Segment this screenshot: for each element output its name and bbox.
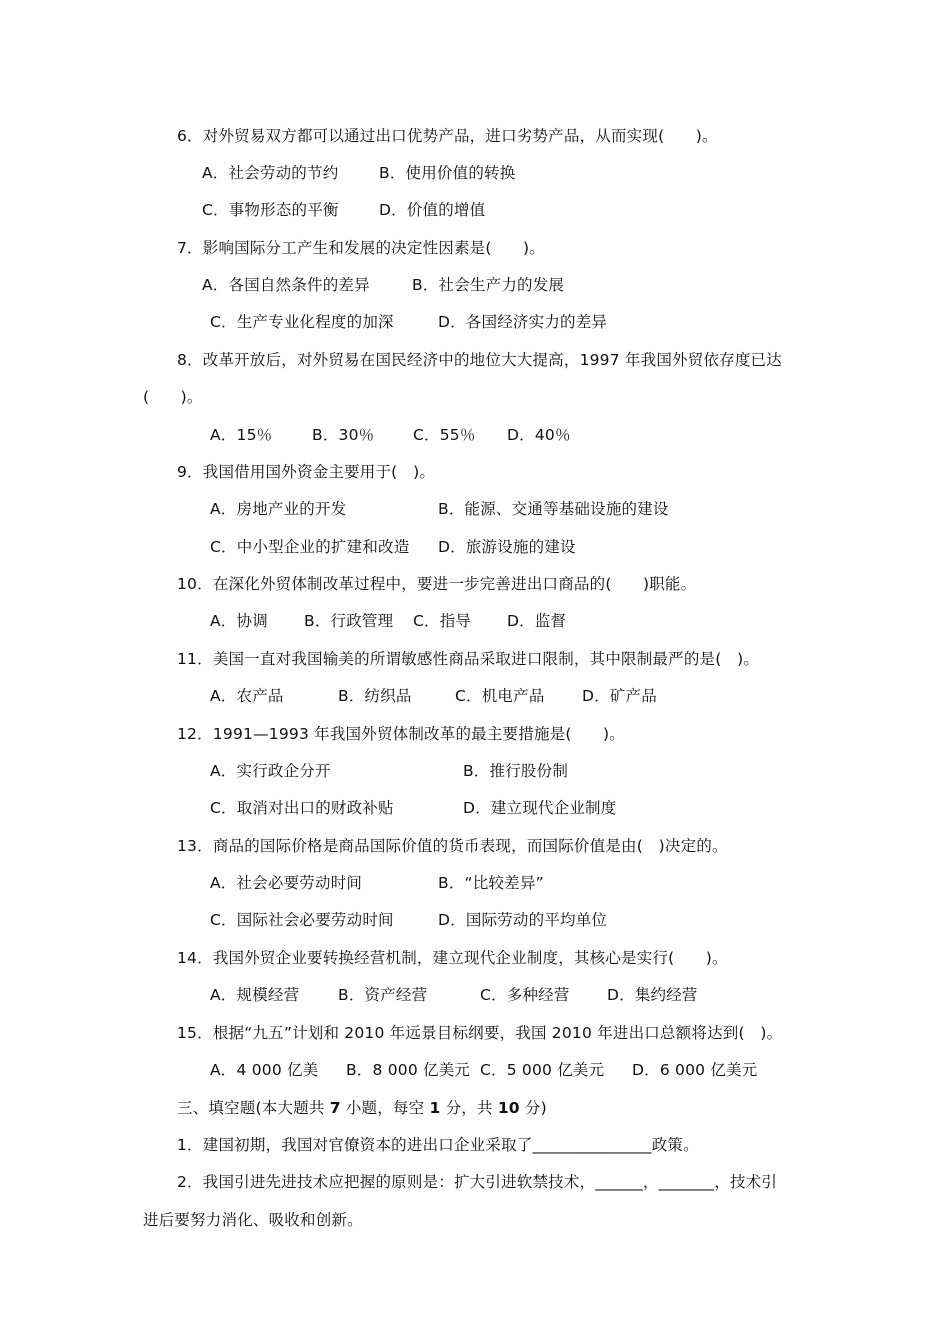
question-14-option-b: B．资产经营	[338, 986, 428, 1004]
fill-question-2: 2．我国引进先进技术应把握的原则是：扩大引进软禁技术，______，_______，技术引	[177, 1173, 778, 1191]
section-3-question-count: 7	[329, 1099, 341, 1117]
section-3-heading	[177, 1098, 547, 1118]
question-14-option-a: A．规模经营	[210, 986, 300, 1004]
question-10-stem: 10．在深化外贸体制改革过程中，要进一步完善进出口商品的( )职能。	[177, 575, 697, 593]
question-10-option-b: B．行政管理	[304, 612, 394, 630]
question-14-option-d: D．集约经营	[607, 986, 698, 1004]
question-12-option-b: B．推行股份制	[463, 762, 569, 780]
question-12-option-c: C．取消对出口的财政补贴	[210, 799, 394, 817]
question-13-option-a: A．社会必要劳动时间	[210, 874, 363, 892]
question-7-option-d: D．各国经济实力的差异	[438, 313, 608, 331]
question-9-stem: 9．我国借用国外资金主要用于( )。	[177, 463, 436, 481]
question-15-stem: 15．根据“九五”计划和 2010 年远景目标纲要，我国 2010 年进出口总额将达到( )。	[177, 1024, 783, 1042]
section-3-heading-post: 分)	[519, 1099, 547, 1117]
question-14-stem: 14．我国外贸企业要转换经营机制，建立现代企业制度，其核心是实行( )。	[177, 949, 728, 967]
question-15-option-b: B．8 000 亿美元	[346, 1061, 471, 1079]
question-12-option-d: D．建立现代企业制度	[463, 799, 617, 817]
question-11-option-b: B．纺织品	[338, 687, 412, 705]
question-11-option-c: C．机电产品	[455, 687, 545, 705]
question-13-stem: 13．商品的国际价格是商品国际价值的货币表现，而国际价值是由( )决定的。	[177, 837, 728, 855]
section-3-points-per-blank: 1	[429, 1099, 441, 1117]
question-6-option-b: B．使用价值的转换	[379, 164, 516, 182]
question-10-option-c: C．指导	[413, 612, 472, 630]
question-15-option-a: A．4 000 亿美	[210, 1061, 319, 1079]
question-9-option-b: B．能源、交通等基础设施的建设	[438, 500, 669, 518]
question-6-option-a: A．社会劳动的节约	[202, 164, 339, 182]
question-13-option-d: D．国际劳动的平均单位	[438, 911, 608, 929]
question-9-option-c: C．中小型企业的扩建和改造	[210, 538, 410, 556]
question-8-option-d: D．40％	[507, 426, 571, 444]
question-8-option-b: B．30％	[312, 426, 375, 444]
question-13-option-c: C．国际社会必要劳动时间	[210, 911, 394, 929]
section-3-heading-pre: 三、填空题(本大题共	[177, 1099, 330, 1117]
question-7-stem: 7．影响国际分工产生和发展的决定性因素是( )。	[177, 239, 545, 257]
section-3-heading-mid2: 分，共	[440, 1099, 498, 1117]
question-8-option-a: A．15％	[210, 426, 273, 444]
section-3-heading-mid: 小题，每空	[340, 1099, 430, 1117]
question-7-option-c: C．生产专业化程度的加深	[210, 313, 394, 331]
question-8-stem-continuation: ( )。	[143, 388, 203, 406]
question-11-option-d: D．矿产品	[582, 687, 657, 705]
question-11-option-a: A．农产品	[210, 687, 284, 705]
question-8-option-c: C．55％	[413, 426, 476, 444]
question-7-option-a: A．各国自然条件的差异	[202, 276, 370, 294]
question-15-option-d: D．6 000 亿美元	[632, 1061, 758, 1079]
question-6-stem: 6．对外贸易双方都可以通过出口优势产品，进口劣势产品，从而实现( )。	[177, 127, 718, 145]
question-6-option-c: C．事物形态的平衡	[202, 201, 339, 219]
question-9-option-d: D．旅游设施的建设	[438, 538, 576, 556]
question-13-option-b: B．“比较差异”	[438, 874, 544, 892]
question-8-stem: 8．改革开放后，对外贸易在国民经济中的地位大大提高，1997 年我国外贸依存度已达	[177, 351, 782, 369]
question-10-option-d: D．监督	[507, 612, 567, 630]
question-9-option-a: A．房地产业的开发	[210, 500, 347, 518]
fill-question-1: 1．建国初期，我国对官僚资本的进出口企业采取了_______________政策。	[177, 1136, 699, 1154]
question-11-stem: 11．美国一直对我国输美的所谓敏感性商品采取进口限制，其中限制最严的是( )。	[177, 650, 760, 668]
question-14-option-c: C．多种经营	[480, 986, 570, 1004]
question-7-option-b: B．社会生产力的发展	[412, 276, 565, 294]
question-10-option-a: A．协调	[210, 612, 268, 630]
question-15-option-c: C．5 000 亿美元	[480, 1061, 605, 1079]
section-3-total-points: 10	[497, 1099, 520, 1117]
question-12-option-a: A．实行政企分开	[210, 762, 331, 780]
question-12-stem: 12．1991—1993 年我国外贸体制改革的最主要措施是( )。	[177, 725, 625, 743]
fill-question-2-continuation: 进后要努力消化、吸收和创新。	[143, 1211, 363, 1229]
question-6-option-d: D．价值的增值	[379, 201, 486, 219]
